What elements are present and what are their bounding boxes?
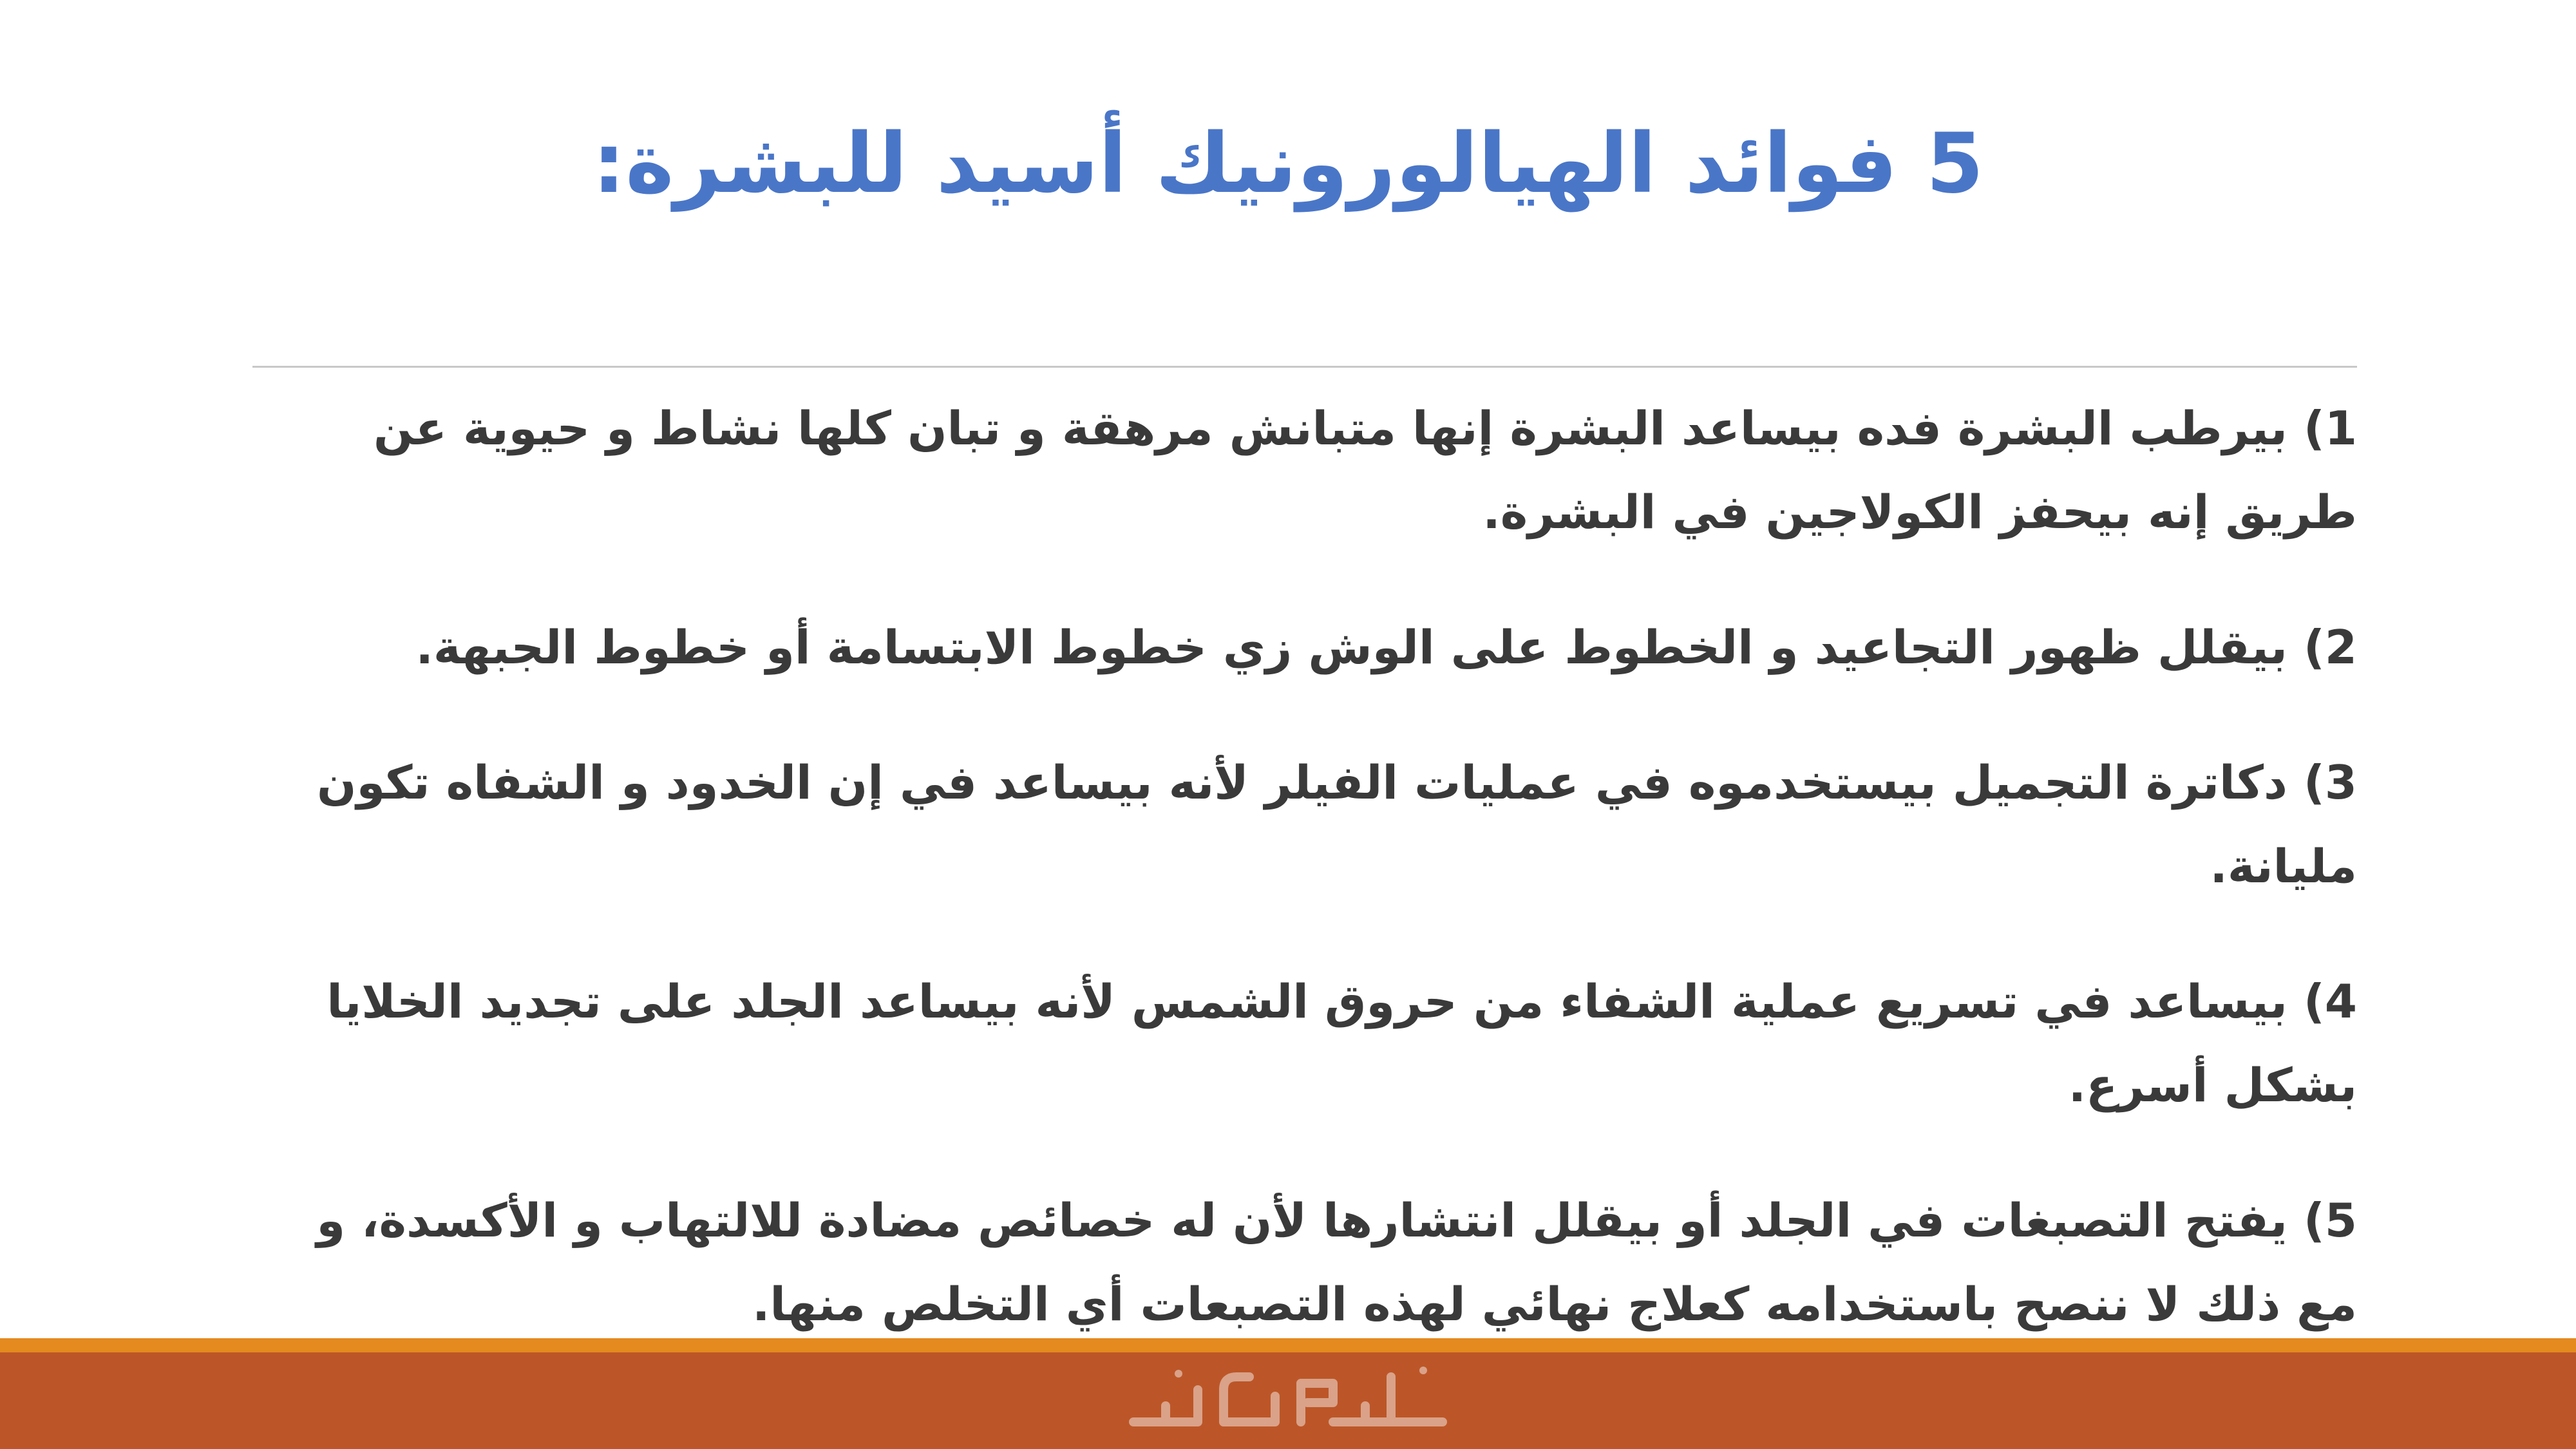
- benefit-item-1: 1) بيرطب البشرة فده بيساعد البشرة إنها متبانش مرهقة و تبان كلها نشاط و حيوية عن طريق إنه بيحفز الكولاجين في البشرة.: [373, 401, 2357, 539]
- khamsat-logo-watermark: [1121, 1345, 1455, 1448]
- benefit-item-3: 3) دكاترة التجميل بيستخدموه في عمليات الفيلر لأنه بيساعد في إن الخدود و الشفاه تكون مليانة.: [317, 755, 2357, 893]
- benefit-item-4: 4) بيساعد في تسريع عملية الشفاء من حروق الشمس لأنه بيساعد الجلد على تجديد الخلايا بشكل أسرع.: [327, 974, 2357, 1112]
- slide-title: 5 فوائد الهيالورونيك أسيد للبشرة:: [592, 116, 1984, 212]
- benefit-item-5: 5) يفتح التصبغات في الجلد أو بيقلل انتشارها لأن له خصائص مضادة للالتهاب و الأكسدة، و مع ذلك لا ننصح باستخدامه كعلاج نهائي لهذه التصبعات أي التخلص منها.: [316, 1193, 2357, 1331]
- benefit-item-2: 2) بيقلل ظهور التجاعيد و الخطوط على الوش زي خطوط الابتسامة أو خطوط الجبهة.: [415, 620, 2357, 674]
- benefits-list: [252, 386, 2357, 1397]
- title-divider: [252, 366, 2357, 368]
